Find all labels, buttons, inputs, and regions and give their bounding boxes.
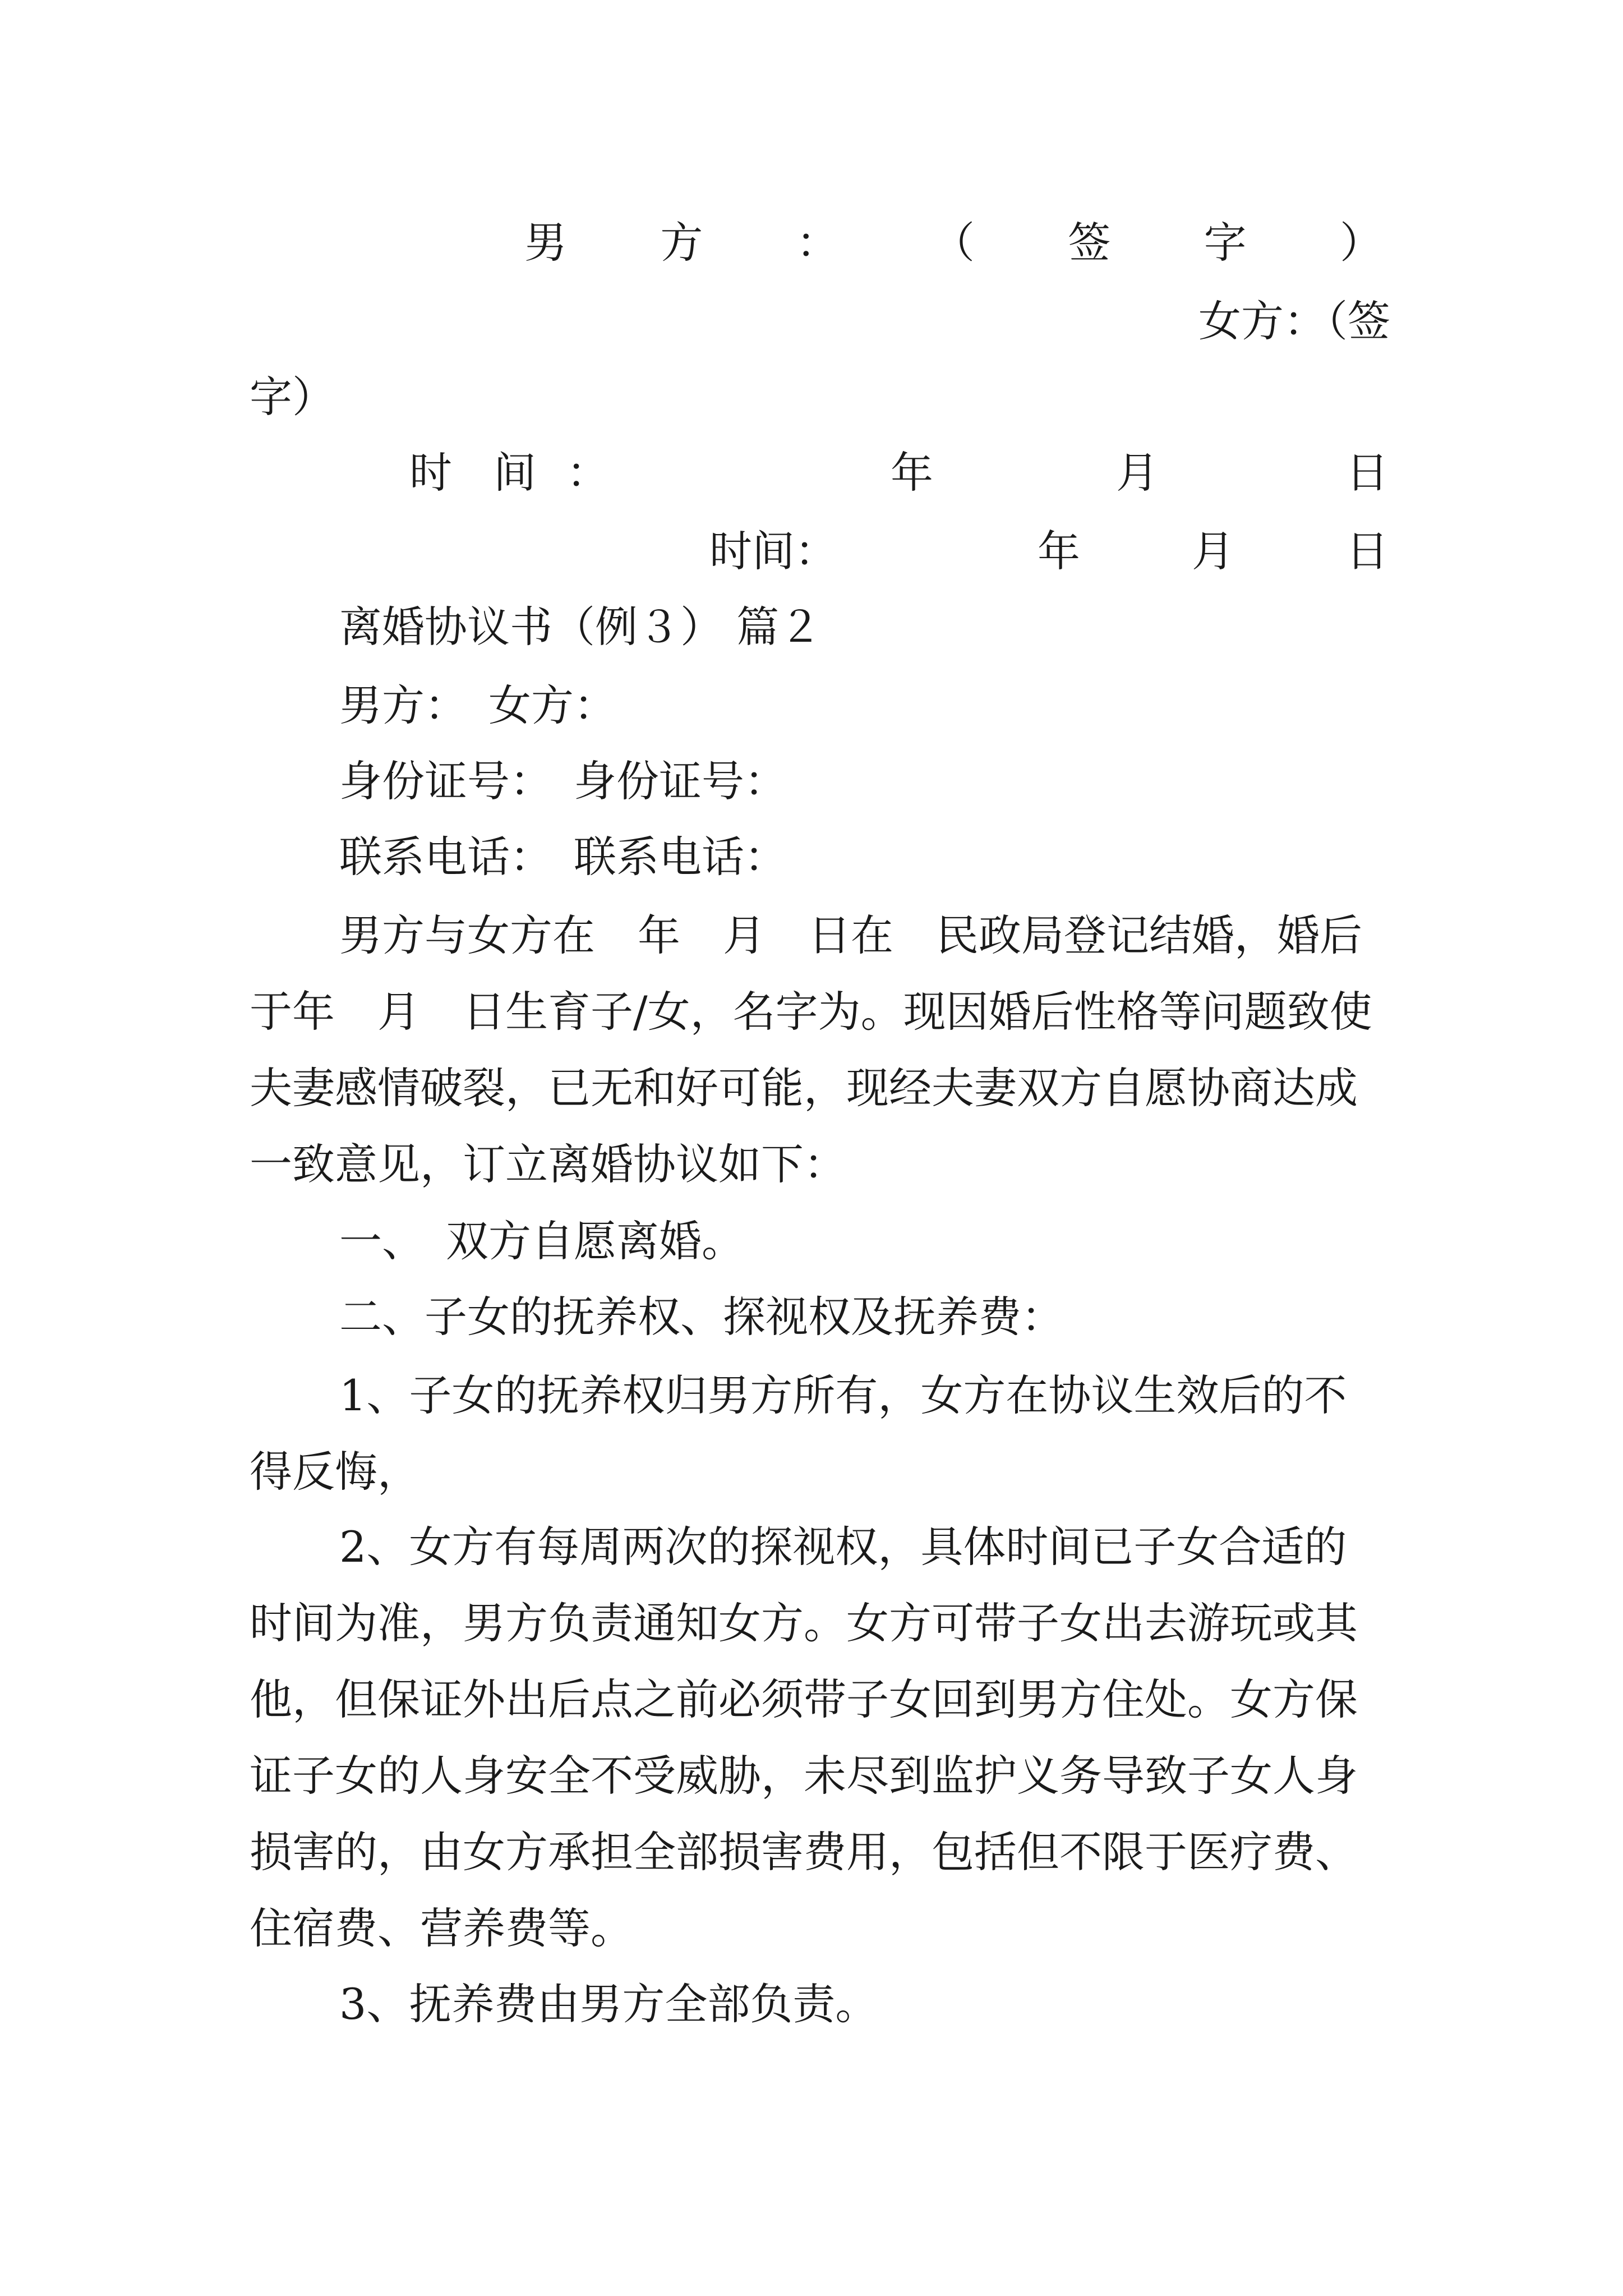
male-char: 男 [524,218,567,268]
time2-char: 日 [1346,526,1389,576]
time1-char: 间 [494,448,536,498]
time1-char: 时 [409,448,452,498]
parties-line: 男方： 女方： [339,680,616,730]
time1-char: ： [566,448,609,498]
clause-1: 一、 双方自愿离婚。 [339,1216,744,1266]
time2-char: 月 [1192,526,1234,576]
time-line-1 [0,435,1623,511]
phone-line: 联系电话： 联系电话： [339,832,787,882]
intro-paragraph: 男方与女方在 年 月 日在 民政局登记结婚，婚后于年 月 日生育子/女，名字为。现因婚后性格等问题致使夫妻感情破裂，已无和好可能，现经夫妻双方自愿协商达成一致意见，订立离婚协议如下： [250,910,1372,1189]
clause-2-3: 3、抚养费由男方全部负责。 [339,1979,878,2029]
time-line-2 [0,513,1623,590]
time1-char: 日 [1346,448,1389,498]
male-char: 签 [1068,218,1111,268]
male-char: 方 [660,218,703,268]
id-number-line: 身份证号： 身份证号： [339,756,787,806]
male-char: ： [796,218,839,268]
clause-2: 二、子女的抚养权、探视权及抚养费： [339,1292,1064,1342]
female-signature-label: 女方：（签 [1198,296,1390,346]
document-title: 离婚协议书（例３） 篇２ [339,602,822,652]
time2-char: 年 [1038,526,1080,576]
male-char: ） [1339,218,1382,268]
male-char: 字 [1204,218,1247,268]
time1-char: 年 [891,448,933,498]
time2-label: 时间： [709,526,837,576]
clause-2-1: 1、子女的抚养权归男方所有，女方在协议生效后的不得反悔， [250,1370,1347,1497]
male-char: （ [932,218,975,268]
time1-char: 月 [1116,448,1159,498]
clause-2-2: 2、女方有每周两次的探视权，具体时间已子女合适的时间为准，男方负责通知女方。女方可带子女出去游玩或其他，但保证外出后点之前必须带子女回到男方住处。女方保证子女的人身安全不受威胁，未尽到监护义务导致子女人身损害的，由女方承担全部损害费用，包括但不限于医疗费、住宿费、营养费等。 [250,1522,1358,1953]
male-signature-line [524,205,1382,281]
female-signature-cont: 字） [250,372,335,422]
